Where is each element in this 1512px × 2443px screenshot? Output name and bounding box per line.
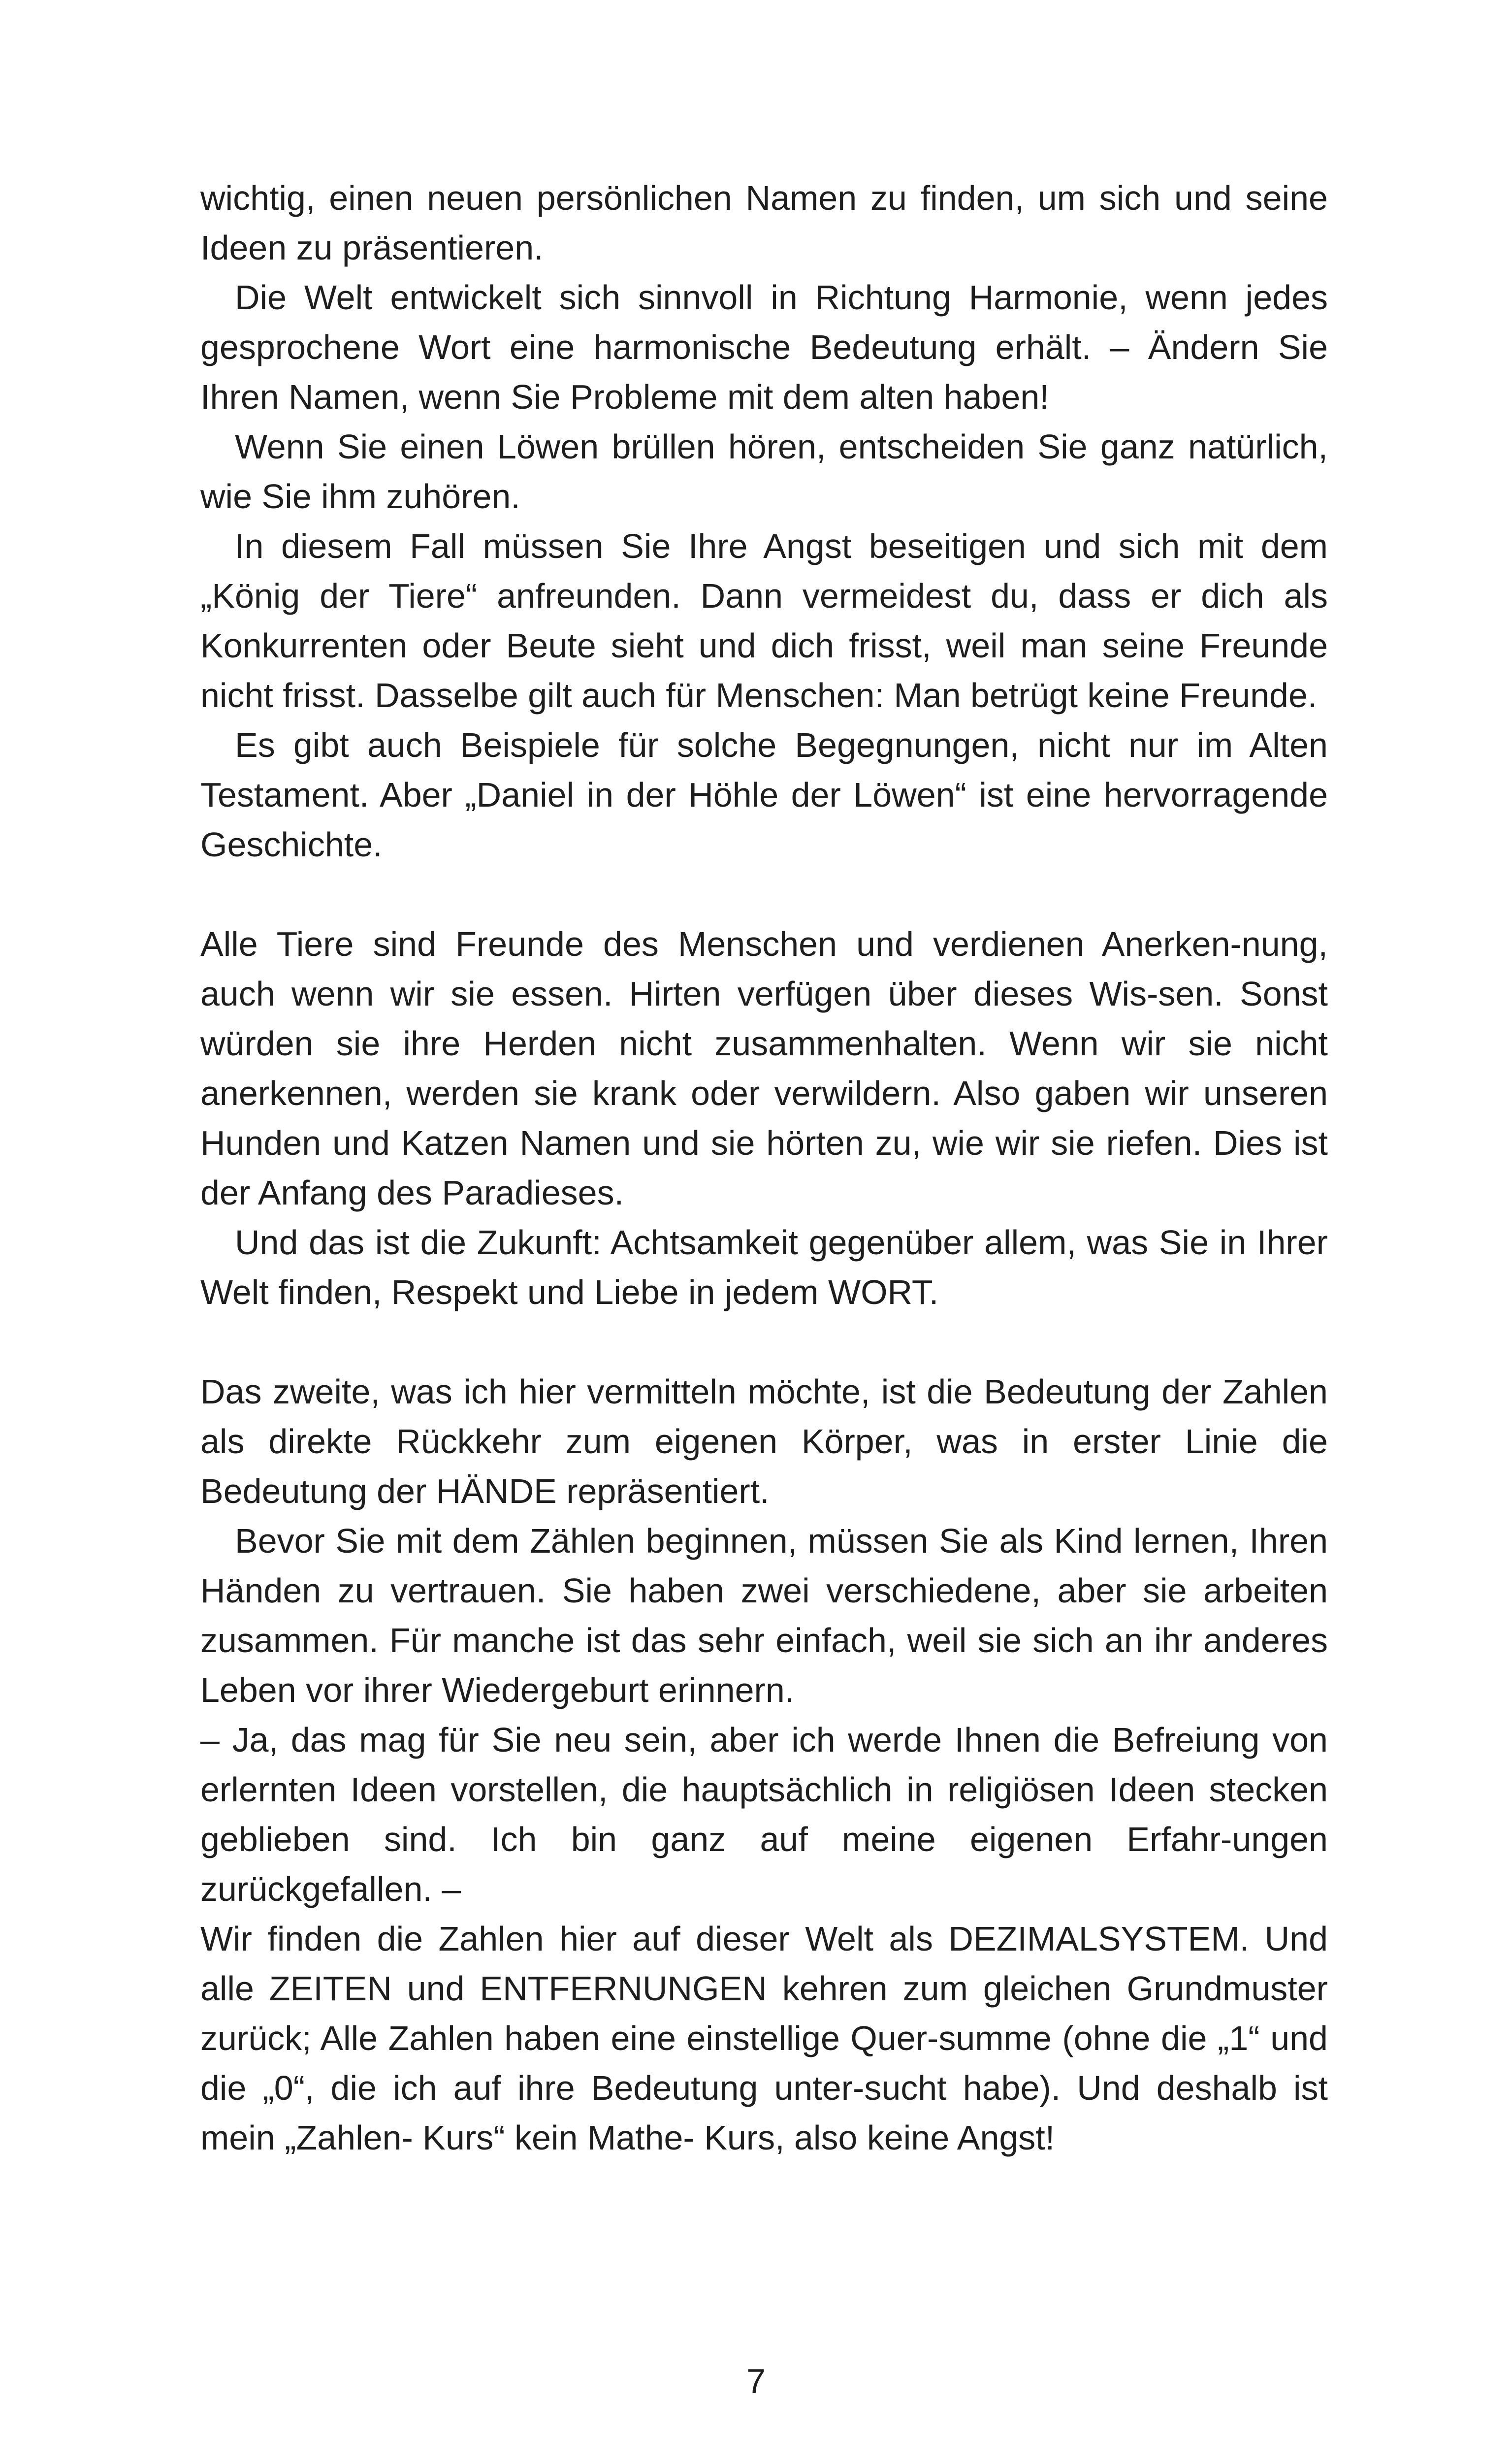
paragraph: Die Welt entwickelt sich sinnvoll in Richtung Harmonie, wenn jedes gesprochene Wort eine harmonische Bedeutung erhält. – Ändern Sie Ihren Namen, wenn Sie Probleme mit dem alten haben! <box>200 278 1328 416</box>
page-number: 7 <box>746 2362 766 2400</box>
section-gap <box>200 870 1328 919</box>
paragraph: Alle Tiere sind Freunde des Menschen und verdienen Anerken-nung, auch wenn wir sie essen. Hirten verfügen über dieses Wis-sen. Sonst würden sie ihre Herden nicht zusammenhalten. Wenn wir sie nicht anerkennen, werden sie krank oder verwildern. Also gaben wir unseren Hunden und Katzen Namen und sie hörten zu, wie wir sie riefen. Dies ist der Anfang des Paradieses. <box>200 925 1328 1212</box>
paragraph: Und das ist die Zukunft: Achtsamkeit gegenüber allem, was Sie in Ihrer Welt finden, Respekt und Liebe in jedem WORT. <box>200 1223 1328 1311</box>
paragraph: wichtig, einen neuen persönlichen Namen zu finden, um sich und seine Ideen zu präsentieren. <box>200 179 1328 267</box>
paragraph: Wir finden die Zahlen hier auf dieser Welt als DEZIMALSYSTEM. Und alle ZEITEN und ENTFERNUNGEN kehren zum gleichen Grundmuster zurück; Alle Zahlen haben eine einstellige Quer-summe (ohne die „1“ und die „0“, die ich auf ihre Bedeutung unter-sucht habe). Und deshalb ist mein „Zahlen- Kurs“ kein Mathe- Kurs, also keine Angst! <box>200 1920 1328 2157</box>
body-text <box>200 173 1328 2163</box>
paragraph: In diesem Fall müssen Sie Ihre Angst beseitigen und sich mit dem „König der Tiere“ anfreunden. Dann vermeidest du, dass er dich als Konkurrenten oder Beute sieht und dich frisst, weil man seine Freunde nicht frisst. Dasselbe gilt auch für Menschen: Man betrügt keine Freunde. <box>200 527 1328 715</box>
paragraph: Wenn Sie einen Löwen brüllen hören, entscheiden Sie ganz natürlich, wie Sie ihm zuhören. <box>200 427 1328 516</box>
paragraph: Das zweite, was ich hier vermitteln möchte, ist die Bedeutung der Zahlen als direkte Rückkehr zum eigenen Körper, was in erster Linie die Bedeutung der HÄNDE repräsentiert. <box>200 1372 1328 1510</box>
paragraph: – Ja, das mag für Sie neu sein, aber ich werde Ihnen die Befreiung von erlernten Ideen vorstellen, die hauptsächlich in religiösen Ideen stecken geblieben sind. Ich bin ganz auf meine eigenen Erfahr-ungen zurückgefallen. – <box>200 1721 1328 1908</box>
paragraph: Es gibt auch Beispiele für solche Begegnungen, nicht nur im Alten Testament. Aber „Daniel in der Höhle der Löwen“ ist eine hervorragende Geschichte. <box>200 726 1328 864</box>
section-gap <box>200 1317 1328 1367</box>
paragraph: Bevor Sie mit dem Zählen beginnen, müssen Sie als Kind lernen, Ihren Händen zu vertrauen. Sie haben zwei verschiedene, aber sie arbeiten zusammen. Für manche ist das sehr einfach, weil sie sich an ihr anderes Leben vor ihrer Wiedergeburt erinnern. <box>200 1522 1328 1709</box>
